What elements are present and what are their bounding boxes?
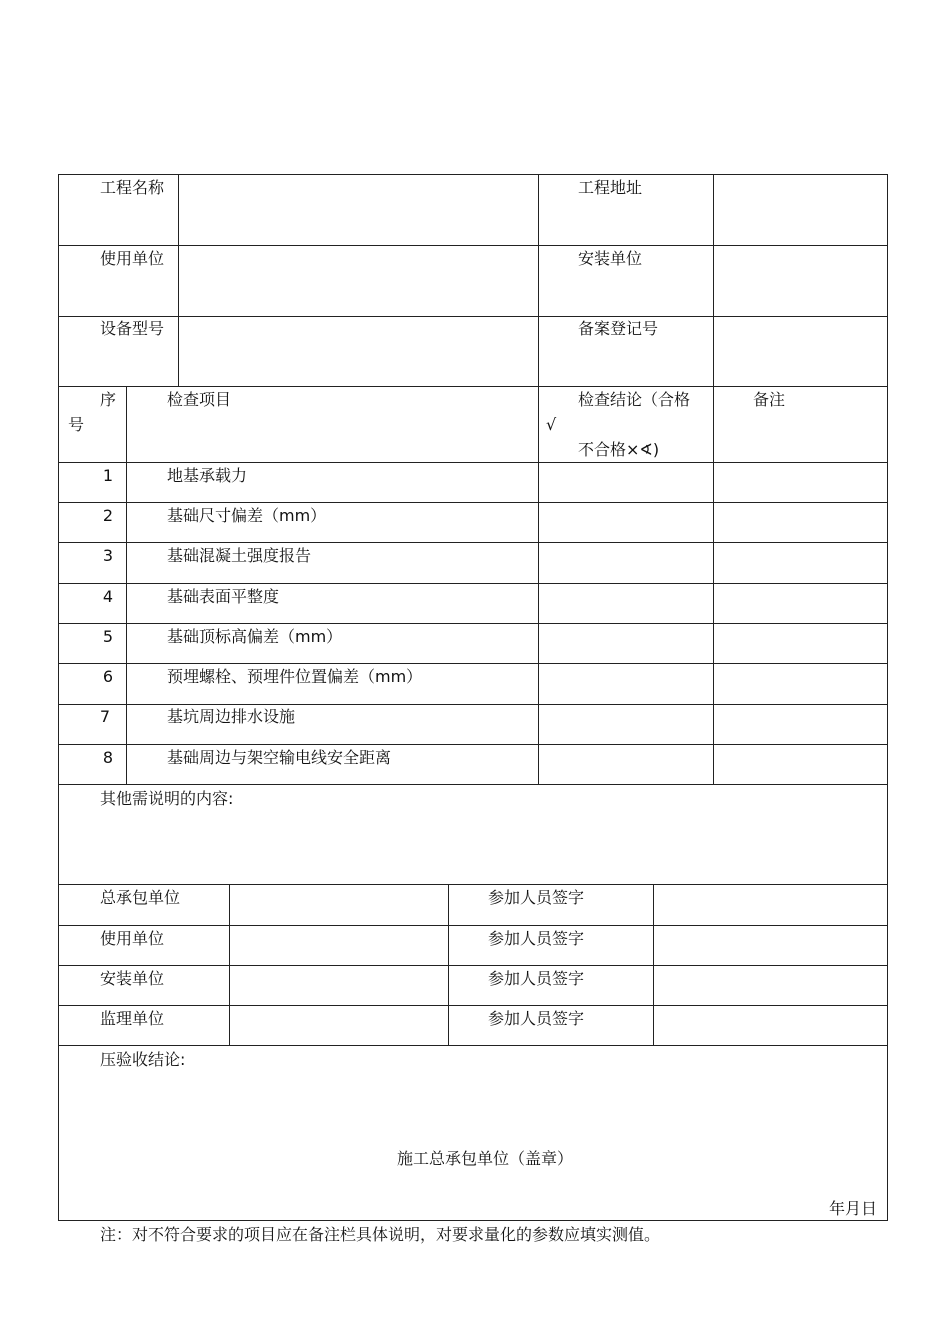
row-item: 基础尺寸偏差（mm） bbox=[167, 506, 327, 525]
remark-header: 备注 bbox=[753, 390, 786, 409]
row-divider bbox=[59, 542, 888, 543]
row-number: 8 bbox=[102, 748, 114, 767]
row-divider bbox=[59, 1005, 888, 1006]
result-header-3: 不合格×∢) bbox=[578, 440, 660, 459]
row-number: 2 bbox=[102, 506, 114, 525]
row-divider bbox=[59, 623, 888, 624]
row-divider bbox=[59, 704, 888, 705]
col-divider bbox=[126, 386, 127, 784]
row-divider bbox=[59, 663, 888, 664]
result-header: 检查结论（合格 bbox=[578, 390, 691, 409]
row-item: 基础周边与架空输电线安全距离 bbox=[167, 748, 392, 767]
row-divider bbox=[59, 784, 888, 785]
row-divider bbox=[59, 884, 888, 885]
item-header: 检查项目 bbox=[167, 390, 232, 409]
row-number: 7 bbox=[99, 707, 111, 726]
col-divider bbox=[229, 884, 230, 1045]
sign-label: 参加人员签字 bbox=[488, 969, 585, 988]
sign-unit-label: 监理单位 bbox=[100, 1009, 165, 1028]
sign-unit-label: 总承包单位 bbox=[100, 888, 181, 907]
row-divider bbox=[59, 386, 888, 387]
sign-label: 参加人员签字 bbox=[488, 1009, 585, 1028]
row-divider bbox=[59, 462, 888, 463]
row-divider bbox=[59, 744, 888, 745]
row-number: 4 bbox=[102, 587, 114, 606]
col-divider bbox=[653, 884, 654, 1045]
col-divider bbox=[178, 175, 179, 386]
seal-label: 施工总承包单位（盖章） bbox=[397, 1149, 574, 1168]
install-unit-label: 安装单位 bbox=[578, 249, 643, 268]
other-notes-label: 其他需说明的内容: bbox=[100, 789, 234, 808]
seq-header-2: 号 bbox=[68, 415, 85, 434]
project-address-label: 工程地址 bbox=[578, 178, 643, 197]
sign-label: 参加人员签字 bbox=[488, 929, 585, 948]
record-no-label: 备案登记号 bbox=[578, 319, 659, 338]
col-divider bbox=[448, 884, 449, 1045]
row-divider bbox=[59, 316, 888, 317]
row-item: 地基承载力 bbox=[167, 466, 248, 485]
sign-label: 参加人员签字 bbox=[488, 888, 585, 907]
result-header-2: √ bbox=[546, 415, 557, 434]
sign-unit-label: 使用单位 bbox=[100, 929, 165, 948]
row-item: 预埋螺栓、预埋件位置偏差（mm） bbox=[167, 667, 423, 686]
row-number: 6 bbox=[102, 667, 114, 686]
project-name-label: 工程名称 bbox=[100, 178, 165, 197]
row-divider bbox=[59, 965, 888, 966]
row-divider bbox=[59, 1045, 888, 1046]
sign-unit-label: 安装单位 bbox=[100, 969, 165, 988]
col-divider bbox=[538, 175, 539, 784]
row-item: 基础混凝土强度报告 bbox=[167, 546, 312, 565]
date-label: 年月日 bbox=[829, 1199, 878, 1218]
row-item: 基础表面平整度 bbox=[167, 587, 280, 606]
footnote: 注：对不符合要求的项目应在备注栏具体说明，对要求量化的参数应填实测值。 bbox=[100, 1225, 661, 1244]
row-divider bbox=[59, 245, 888, 246]
row-item: 基坑周边排水设施 bbox=[167, 707, 296, 726]
user-unit-label: 使用单位 bbox=[100, 249, 165, 268]
row-number: 1 bbox=[102, 466, 114, 485]
row-number: 5 bbox=[102, 627, 114, 646]
row-divider bbox=[59, 925, 888, 926]
row-number: 3 bbox=[102, 546, 114, 565]
row-item: 基础顶标高偏差（mm） bbox=[167, 627, 343, 646]
equipment-model-label: 设备型号 bbox=[100, 319, 165, 338]
row-divider bbox=[59, 502, 888, 503]
row-divider bbox=[59, 583, 888, 584]
col-divider bbox=[713, 175, 714, 784]
seq-header: 序 bbox=[100, 390, 117, 409]
conclusion-label: 压验收结论: bbox=[100, 1050, 186, 1069]
